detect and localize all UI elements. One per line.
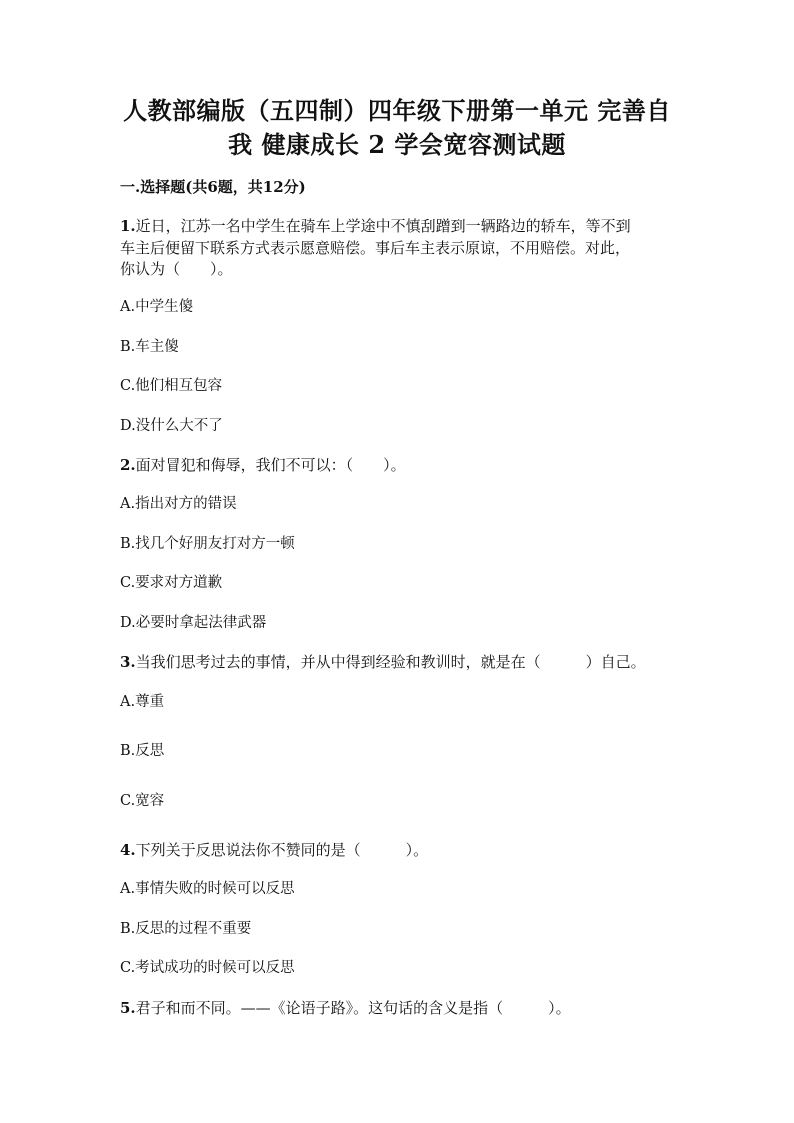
question-4-option-a: A.事情失败的时候可以反思	[120, 881, 295, 897]
question-1-line-2: 车主后便留下联系方式表示愿意赔偿。事后车主表示原谅，不用赔偿。对此，	[120, 239, 631, 257]
question-text: 近日，江苏一名中学生在骑车上学途中不慎刮蹭到一辆路边的轿车，等不到	[135, 217, 631, 235]
question-3-option-c: C.宽容	[120, 793, 165, 809]
question-2-option-b: B.找几个好朋友打对方一顿	[120, 536, 295, 552]
question-5-line-1	[120, 998, 680, 1019]
question-2-option-c: C.要求对方道歉	[120, 575, 223, 591]
question-3-option-a: A.尊重	[120, 694, 165, 710]
question-1-option-b: B.车主傻	[120, 339, 179, 355]
question-text: 君子和而不同。——《论语子路》。这句话的含义是指（ ）。	[135, 999, 571, 1017]
question-number: 4.	[120, 841, 136, 859]
question-text: 下列关于反思说法你不赞同的是（ ）。	[135, 841, 429, 859]
question-2-option-d: D.必要时拿起法律武器	[120, 615, 267, 631]
title-line-1: 人教部编版（五四制）四年级下册第一单元 完善自	[123, 96, 671, 125]
question-number: 5.	[120, 999, 136, 1017]
question-2-option-a: A.指出对方的错误	[120, 496, 237, 512]
question-4-line-1	[120, 840, 680, 861]
question-1-line-1	[120, 216, 680, 237]
question-4-option-c: C.考试成功的时候可以反思	[120, 960, 295, 976]
question-2-line-1	[120, 455, 680, 476]
question-text: 当我们思考过去的事情，并从中得到经验和教训时，就是在（ ）自己。	[135, 653, 646, 671]
question-number: 2.	[120, 456, 136, 474]
title-line-2: 我 健康成长 2 学会宽容测试题	[228, 130, 566, 159]
section-heading: 一.选择题(共6题，共12分)	[120, 178, 306, 196]
question-1-line-3: 你认为（ ）。	[120, 260, 233, 278]
question-1-option-c: C.他们相互包容	[120, 378, 223, 394]
document-title	[90, 94, 704, 162]
question-4-option-b: B.反思的过程不重要	[120, 921, 252, 937]
question-3-line-1	[120, 652, 680, 673]
question-text: 面对冒犯和侮辱，我们不可以：（ ）。	[135, 456, 406, 474]
question-1-option-d: D.没什么大不了	[120, 418, 223, 434]
question-number: 3.	[120, 653, 136, 671]
question-3-option-b: B.反思	[120, 743, 165, 759]
question-1-option-a: A.中学生傻	[120, 299, 194, 315]
question-number: 1.	[120, 217, 136, 235]
